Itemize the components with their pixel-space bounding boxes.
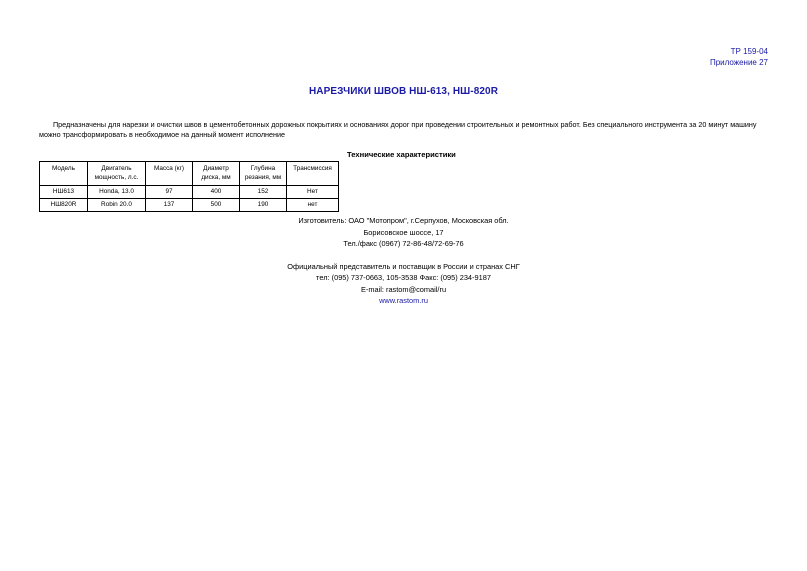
col-header-cut-depth: Глубина резания, мм [240, 162, 287, 186]
doc-ref-number: ТР 159-04 [730, 47, 768, 56]
cell-model: НШ613 [40, 186, 88, 199]
rep-phone-line: тел: (095) 737-0663, 105-3538 Факс: (095) 234-9187 [316, 273, 491, 282]
website-link[interactable]: www.rastom.ru [379, 296, 428, 305]
cell-model: НШ820R [40, 199, 88, 212]
document-reference [710, 46, 768, 68]
cell-engine: Honda, 13.0 [88, 186, 146, 199]
cell-disc-diameter: 500 [193, 199, 240, 212]
specs-header-row [40, 162, 339, 186]
address-line: Борисовское шоссе, 17 [363, 227, 444, 237]
cell-transmission: Нет [287, 186, 339, 199]
cell-mass: 97 [146, 186, 193, 199]
manufacturer-line: Изготовитель: ОАО "Мотопром", г.Серпухов, Московская обл. [298, 216, 509, 225]
col-header-model: Модель [40, 162, 88, 186]
col-header-mass: Масса (кг) [146, 162, 193, 186]
cell-cut-depth: 190 [240, 199, 287, 212]
specs-title: Технические характеристики [347, 150, 456, 159]
cell-cut-depth: 152 [240, 186, 287, 199]
col-header-transmission: Трансмиссия [287, 162, 339, 186]
cell-mass: 137 [146, 199, 193, 212]
page-title: НАРЕЗЧИКИ ШВОВ НШ-613, НШ-820R [308, 86, 499, 97]
appendix-label: Приложение 27 [709, 58, 768, 67]
table-row [40, 186, 339, 199]
specs-table [39, 161, 339, 212]
cell-engine: Robin 20.0 [88, 199, 146, 212]
col-header-engine: Двигатель мощность, л.с. [88, 162, 146, 186]
intro-paragraph: Предназначены для нарезки и очистки швов в цементобетонных дорожных покрытиях и основаниях дорог при проведении строительных и ремонтных работ. Без специального инструмента за 20 минут машину можно трансформировать в необходимое на данный момент исполнение [39, 120, 757, 139]
phone-fax-line: Тел./факс (0967) 72-86-48/72-69-76 [343, 239, 464, 248]
col-header-disc-diameter: Диаметр диска, мм [193, 162, 240, 186]
spacer [0, 250, 807, 261]
email-line[interactable]: E-mail: rastom@comail/ru [360, 284, 447, 294]
table-row [40, 199, 339, 212]
cell-transmission: нет [287, 199, 339, 212]
contacts-block [0, 215, 807, 307]
cell-disc-diameter: 400 [193, 186, 240, 199]
representative-line: Официальный представитель и поставщик в России и странах СНГ [287, 261, 520, 271]
